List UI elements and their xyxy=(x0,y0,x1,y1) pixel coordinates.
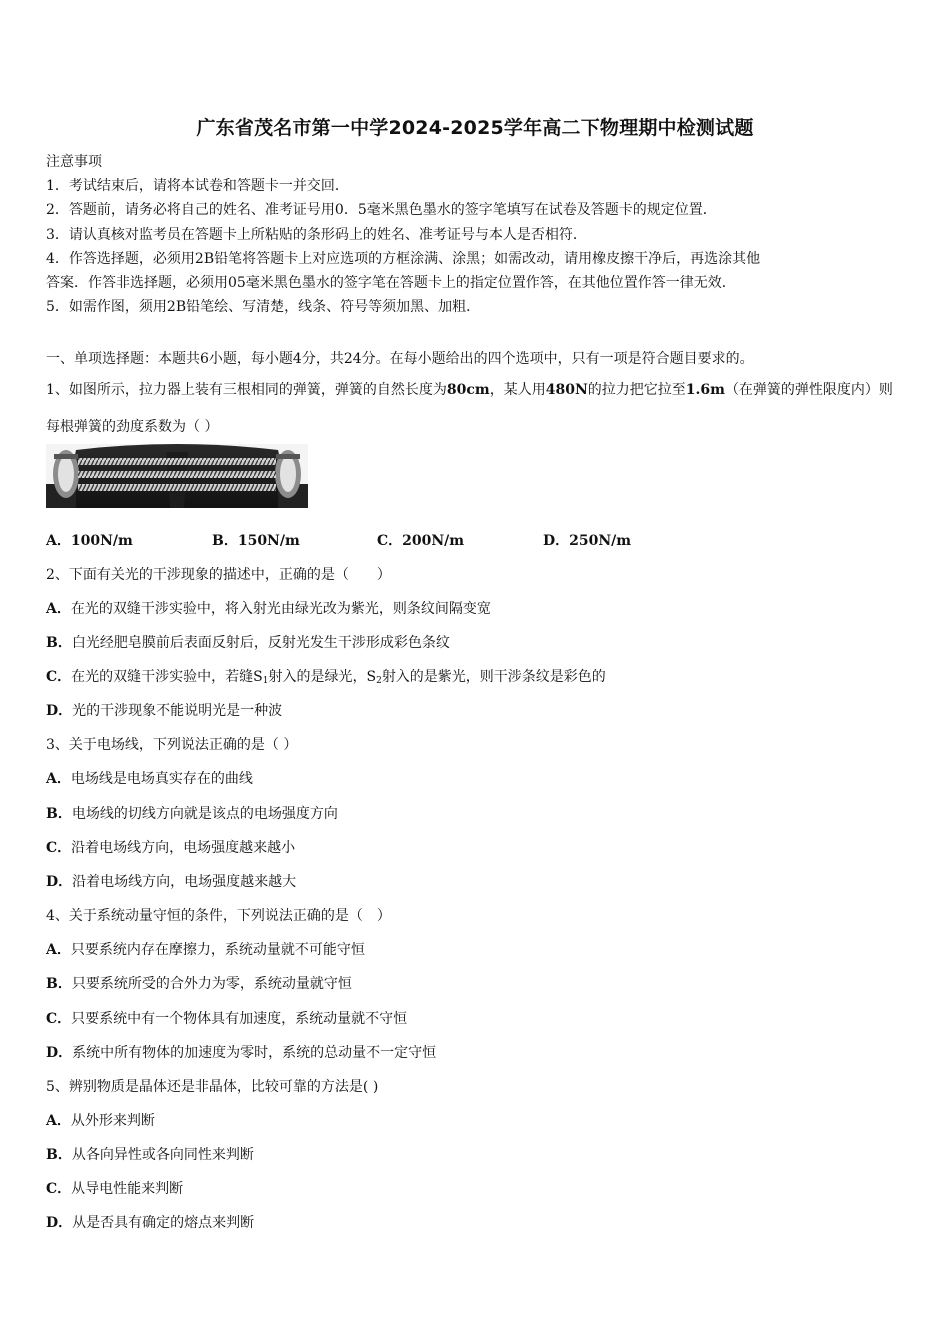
option-label: D． xyxy=(46,1215,73,1231)
q1-text: 1、如图所示，拉力器上装有三根相同的弹簧，弹簧的自然长度为 xyxy=(46,382,447,398)
option-text: 从导电性能来判断 xyxy=(71,1181,184,1197)
q3-option-c[interactable] xyxy=(46,836,295,860)
slit-symbol: S xyxy=(366,669,377,685)
option-text: 沿着电场线方向，电场强度越来越大 xyxy=(72,874,297,890)
option-text: 只要系统内存在摩擦力，系统动量就不可能守恒 xyxy=(70,942,365,958)
slit-symbol: S xyxy=(253,669,263,685)
option-text: 系统中所有物体的加速度为零时，系统的总动量不一定守恒 xyxy=(72,1045,437,1061)
q5-option-d[interactable] xyxy=(46,1211,254,1235)
page-title: 广东省茂名市第一中学2024-2025学年高二下物理期中检测试题 xyxy=(196,117,754,139)
notice-item: 4．作答选择题，必须用2B铅笔将答题卡上对应选项的方框涂满、涂黑；如需改动，请用橡皮擦干净后，再选涂其他 xyxy=(46,250,761,267)
option-text: 从是否具有确定的熔点来判断 xyxy=(72,1215,255,1231)
q1-value-force: 480N xyxy=(545,382,588,398)
option-label: A． xyxy=(46,942,71,958)
option-label: C． xyxy=(46,669,72,685)
option-label: B． xyxy=(46,976,72,992)
q2-option-c[interactable] xyxy=(46,665,606,689)
spring-expander-figure xyxy=(46,444,308,508)
q5-option-b[interactable] xyxy=(46,1143,254,1167)
option-label: D． xyxy=(46,703,73,719)
option-text: 只要系统中有一个物体具有加速度，系统动量就不守恒 xyxy=(71,1011,408,1027)
option-text: 白光经肥皂膜前后表面反射后，反射光发生干涉形成彩色条纹 xyxy=(71,635,450,651)
option-label: A． xyxy=(46,601,71,617)
q2-option-b[interactable] xyxy=(46,631,450,655)
q2-option-d[interactable] xyxy=(46,699,282,723)
question-5-stem: 5、辨别物质是晶体还是非晶体，比较可靠的方法是( ) xyxy=(46,1079,379,1095)
option-text: 射入的是绿光， xyxy=(268,669,367,685)
option-text: 沿着电场线方向，电场强度越来越小 xyxy=(71,840,296,856)
q1-option-d[interactable]: D．250N/m xyxy=(543,533,632,549)
option-label: A． xyxy=(46,1113,71,1129)
q5-option-c[interactable] xyxy=(46,1177,183,1201)
question-1-stem xyxy=(46,372,906,446)
q1-option-b[interactable]: B．150N/m xyxy=(212,533,300,549)
notice-item: 1．考试结束后，请将本试卷和答题卡一并交回． xyxy=(46,178,349,195)
option-label: B． xyxy=(46,635,72,651)
option-label: B． xyxy=(46,1147,72,1163)
option-text: 电场线的切线方向就是该点的电场强度方向 xyxy=(71,806,338,822)
q3-option-d[interactable] xyxy=(46,870,296,894)
option-text: 从各向异性或各向同性来判断 xyxy=(71,1147,254,1163)
q2-option-a[interactable] xyxy=(46,597,491,621)
q4-option-d[interactable] xyxy=(46,1041,436,1065)
notice-section xyxy=(46,150,906,319)
question-3-stem: 3、关于电场线，下列说法正确的是（ ） xyxy=(46,737,298,753)
q1-value-stretch: 1.6m xyxy=(685,382,725,398)
slit-subscript: 2 xyxy=(376,676,382,686)
notice-item: 5．如需作图，须用2B铅笔绘、写清楚，线条、符号等须加黑、加粗． xyxy=(46,299,481,316)
option-text: 从外形来判断 xyxy=(70,1113,155,1129)
notice-item: 2．答题前，请务必将自己的姓名、准考证号用0．5毫米黑色墨水的签字笔填写在试卷及答题卡的规定位置． xyxy=(46,202,717,219)
q4-option-a[interactable] xyxy=(46,938,365,962)
option-label: D． xyxy=(46,1045,73,1061)
option-label: A． xyxy=(46,771,71,787)
option-text: 射入的是紫光，则干涉条纹是彩色的 xyxy=(381,669,606,685)
notice-heading: 注意事项 xyxy=(46,154,102,170)
q1-options xyxy=(46,528,746,554)
option-text: 在光的双缝干涉实验中，若缝 xyxy=(71,669,254,685)
q4-option-b[interactable] xyxy=(46,972,352,996)
question-4-stem: 4、关于系统动量守恒的条件，下列说法正确的是（ ） xyxy=(46,908,391,924)
option-text: 只要系统所受的合外力为零，系统动量就守恒 xyxy=(71,976,352,992)
section-heading: 一、单项选择题：本题共6小题，每小题4分，共24分。在每小题给出的四个选项中，只有一项是符合题目要求的。 xyxy=(46,351,754,367)
option-label: C． xyxy=(46,840,72,856)
q1-option-a[interactable]: A．100N/m xyxy=(46,533,133,549)
question-2-stem: 2、下面有关光的干涉现象的描述中，正确的是（ ） xyxy=(46,567,391,583)
option-label: B． xyxy=(46,806,72,822)
q1-text: ，某人用 xyxy=(489,382,546,398)
slit-subscript: 1 xyxy=(262,676,269,686)
option-text: 光的干涉现象不能说明光是一种波 xyxy=(72,703,283,719)
notice-item: 答案．作答非选择题，必须用05毫米黑色墨水的签字笔在答题卡上的指定位置作答，在其他位置作答一律无效． xyxy=(46,275,736,292)
q3-option-a[interactable] xyxy=(46,767,253,791)
option-label: C． xyxy=(46,1181,72,1197)
q4-option-c[interactable] xyxy=(46,1007,407,1031)
q1-option-c[interactable]: C．200N/m xyxy=(377,533,465,549)
option-text: 电场线是电场真实存在的曲线 xyxy=(70,771,253,787)
notice-item: 3．请认真核对监考员在答题卡上所粘贴的条形码上的姓名、准考证号与本人是否相符． xyxy=(46,226,587,243)
option-text: 在光的双缝干涉实验中，将入射光由绿光改为紫光，则条纹间隔变宽 xyxy=(70,601,491,617)
option-label: C． xyxy=(46,1011,72,1027)
q1-text: 的拉力把它拉至 xyxy=(587,382,686,398)
q1-text: （在弹簧的弹性限度内）则每根弹簧的劲度系数为（ ） xyxy=(46,382,893,435)
option-label: D． xyxy=(46,874,73,890)
q5-option-a[interactable] xyxy=(46,1109,155,1133)
q3-option-b[interactable] xyxy=(46,802,338,826)
q1-value-length: 80cm xyxy=(446,382,490,398)
